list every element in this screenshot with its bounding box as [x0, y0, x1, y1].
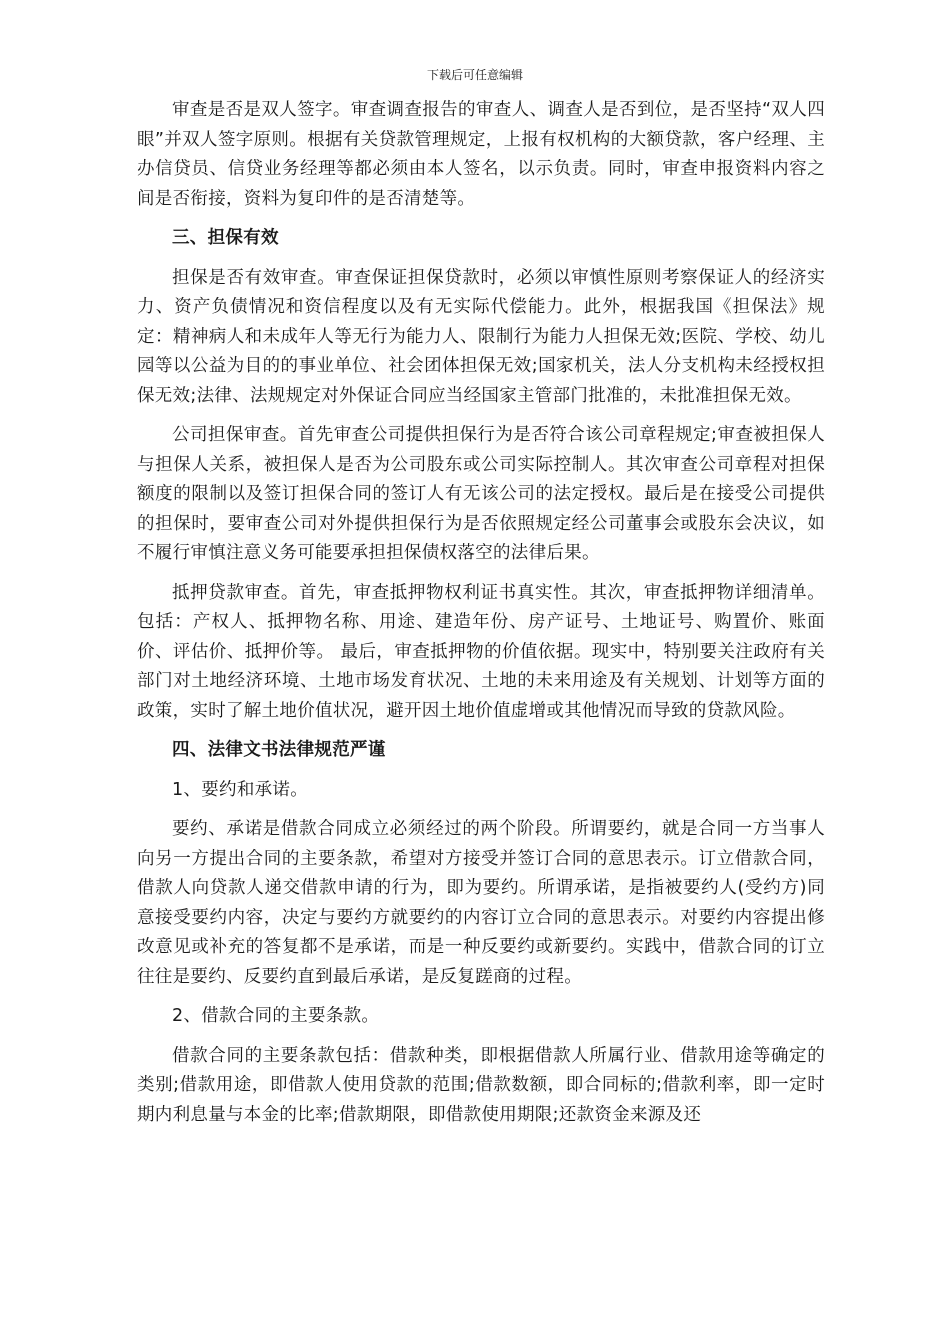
paragraph-double-signature: 审查是否是双人签字。审查调查报告的审查人、调查人是否到位，是否坚持“双人四眼”并双人签字原则。根据有关贷款管理规定，上报有权机构的大额贷款，客户经理、主办信贷员、信贷业务经理等都必须由本人签名，以示负责。同时，审查申报资料内容之间是否衔接，资料为复印件的是否清楚等。 — [137, 100, 825, 209]
section-heading-legal-documents: 四、法律文书法律规范严谨 — [172, 740, 386, 760]
paragraph-mortgage-review: 抵押贷款审查。首先，审查抵押物权利证书真实性。其次，审查抵押物详细清单。包括：产权人、抵押物名称、用途、建造年份、房产证号、土地证号、购置价、账面价、评估价、抵押价等。 最后，审查抵押物的价值依据。现实中，特别要关注政府有关部门对土地经济环境、土地市场发育状况、土地的未来用途及有关规划、计划等方面的政策，实时了解土地价值状况，避开因土地价值虚增或其他情况而导致的贷款风险。 — [137, 582, 825, 721]
document-body — [137, 96, 825, 1140]
paragraph-main-clauses: 借款合同的主要条款包括：借款种类，即根据借款人所属行业、借款用途等确定的类别;借款用途，即借款人使用贷款的范围;借款数额，即合同标的;借款利率，即一定时期内利息量与本金的比率;借款期限，即借款使用期限;还款资金来源及还 — [137, 1045, 825, 1125]
paragraph-guarantee-validity: 担保是否有效审查。审查保证担保贷款时，必须以审慎性原则考察保证人的经济实力、资产负债情况和资信程度以及有无实际代偿能力。此外，根据我国《担保法》规定：精神病人和未成年人等无行为能力人、限制行为能力人担保无效;医院、学校、幼儿园等以公益为目的的事业单位、社会团体担保无效;国家机关，法人分支机构未经授权担保无效;法律、法规规定对外保证合同应当经国家主管部门批准的，未批准担保无效。 — [137, 267, 825, 406]
subheading-offer-acceptance: 1、要约和承诺。 — [172, 779, 309, 800]
section-heading-guarantee: 三、担保有效 — [172, 228, 279, 248]
subheading-main-clauses: 2、借款合同的主要条款。 — [172, 1006, 380, 1026]
paragraph-offer-acceptance: 要约、承诺是借款合同成立必须经过的两个阶段。所谓要约，就是合同一方当事人向另一方提出合同的主要条款，希望对方接受并签订合同的意思表示。订立借款合同，借款人向贷款人递交借款申请的行为，即为要约。所谓承诺，是指被要约人(受约方)同意接受要约内容，决定与要约方就要约的内容订立合同的意思表示。对要约内容提出修改意见或补充的答复都不是承诺，而是一种反要约或新要约。实践中，借款合同的订立往往是要约、反要约直到最后承诺，是反复蹉商的过程。 — [137, 819, 825, 987]
header-note: 下载后可任意编辑 — [426, 68, 523, 82]
paragraph-company-guarantee: 公司担保审查。首先审查公司提供担保行为是否符合该公司章程规定;审查被担保人与担保人关系，被担保人是否为公司股东或公司实际控制人。其次审查公司章程对担保额度的限制以及签订担保合同的签订人有无该公司的法定授权。最后是在接受公司提供的担保时，要审查公司对外提供担保行为是否依照规定经公司董事会或股东会决议，如不履行审慎注意义务可能要承担担保债权落空的法律后果。 — [137, 425, 825, 563]
